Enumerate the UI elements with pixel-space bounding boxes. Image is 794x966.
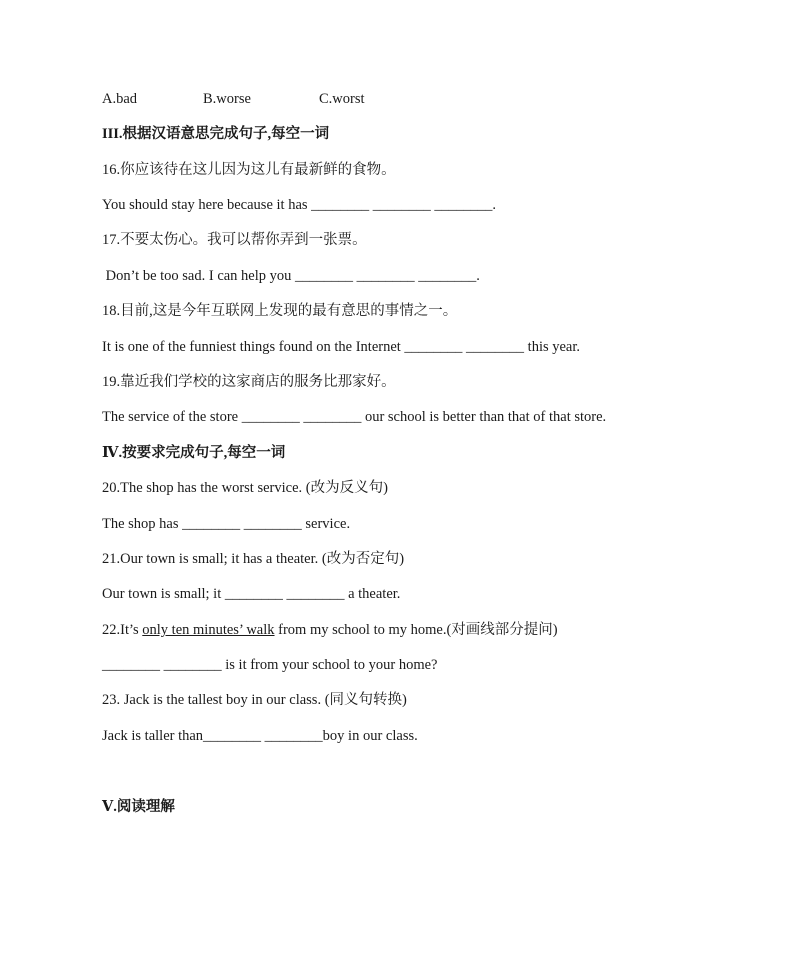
- option-c: C.worst: [319, 91, 365, 107]
- question-18-english: It is one of the funniest things found on the Internet ________ ________ this year.: [102, 339, 581, 355]
- question-18-chinese: 18.目前,这是今年互联网上发现的最有意思的事情之一。: [102, 303, 458, 319]
- section-3-title: III.根据汉语意思完成句子,每空一词: [102, 126, 330, 142]
- question-23-prompt: 23. Jack is the tallest boy in our class. (同义句转换): [102, 692, 407, 708]
- question-20-prompt: 20.The shop has the worst service. (改为反义句): [102, 480, 388, 496]
- option-b: B.worse: [203, 91, 251, 107]
- section-4-title: Ⅳ.按要求完成句子,每空一词: [102, 445, 286, 461]
- question-16-chinese: 16.你应该待在这儿因为这儿有最新鲜的食物。: [102, 162, 396, 178]
- question-22-prompt: [102, 620, 558, 640]
- question-17-chinese: 17.不要太伤心。我可以帮你弄到一张票。: [102, 232, 367, 248]
- question-22-prompt-start: 22.It’s: [102, 622, 143, 638]
- question-19-chinese: 19.靠近我们学校的这家商店的服务比那家好。: [102, 374, 396, 390]
- question-19-english: The service of the store ________ ________ our school is better than that of that store.: [102, 409, 607, 425]
- question-22-answer: ________ ________ is it from your school to your home?: [102, 657, 438, 673]
- question-21-prompt: 21.Our town is small; it has a theater. (改为否定句): [102, 551, 405, 567]
- question-22-underlined-phrase: only ten minutes’ walk: [142, 622, 275, 638]
- question-16-english: You should stay here because it has ________ ________ ________.: [102, 197, 497, 213]
- section-5-title: Ⅴ.阅读理解: [102, 799, 175, 815]
- question-22-prompt-end: from my school to my home.(对画线部分提问): [274, 622, 558, 638]
- question-21-answer: Our town is small; it ________ ________ a theater.: [102, 586, 401, 602]
- question-23-answer: Jack is taller than________ ________boy in our class.: [102, 728, 418, 744]
- question-17-english: Don’t be too sad. I can help you ________ ________ ________.: [102, 268, 480, 284]
- question-20-answer: The shop has ________ ________ service.: [102, 516, 351, 532]
- option-a: A.bad: [102, 91, 138, 107]
